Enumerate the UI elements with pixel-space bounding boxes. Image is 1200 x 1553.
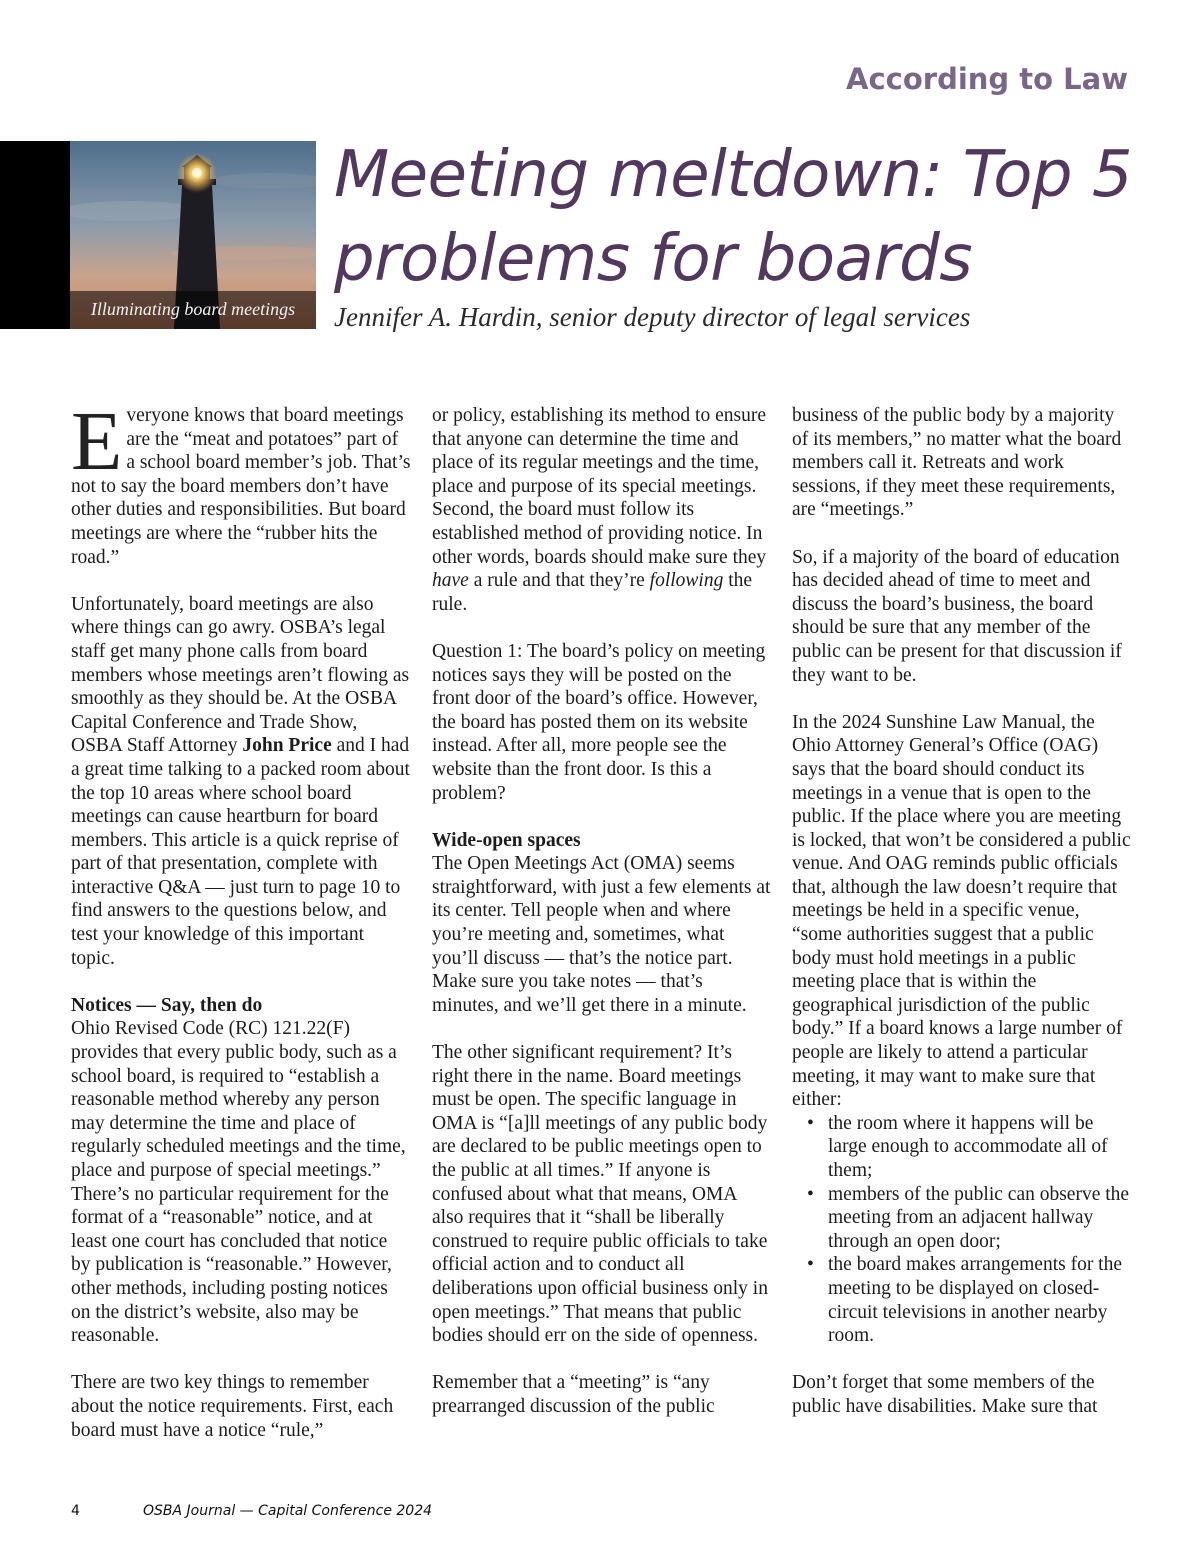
- page-footer: [71, 1503, 432, 1519]
- subheading: Wide-open spaces: [432, 829, 581, 851]
- attorney-name: John Price: [242, 735, 332, 757]
- paragraph: [432, 829, 772, 1018]
- paragraph: There are two key things to remember about the notice requirements. First, each board must have a notice “rule,”: [71, 1372, 394, 1441]
- text-span: The Open Meetings Act (OMA) seems straightforward, with just a few elements at its center. Tell people when and where you’re meeting and, sometimes, what you’ll discuss — that’s the notice part. Make sure you take notes — that’s minutes, and we’ll get there in a minute.: [432, 853, 771, 1016]
- emphasis: have: [432, 570, 469, 592]
- emphasis: following: [649, 570, 724, 592]
- paragraph: Remember that a “meeting” is “any prearranged discussion of the public: [432, 1372, 715, 1417]
- paragraph: Don’t forget that some members of the public have disabilities. Make sure that: [792, 1372, 1098, 1417]
- paragraph: [71, 994, 411, 1348]
- text-span: or policy, establishing its method to ensure that anyone can determine the time and place of its regular meetings and the time, place and purpose of its special meetings. Second, the board must follow its established method of providing notice. In other words, boards should make sure they: [432, 405, 767, 568]
- lead-paragraph: [71, 395, 411, 569]
- subheading: Notices — Say, then do: [71, 994, 263, 1016]
- hero-image: [70, 141, 316, 329]
- text-span: Ohio Revised Code (RC) 121.22(F) provides that every public body, such as a school board, is required to “establish a reasonable method whereby any person may determine the time and place of regularly scheduled meetings and the time, place and purpose of special meetings.” There’s no particular requirement for the format of a “reasonable” notice, and at least one court has concluded that notice by publication is “reasonable.” However, other methods, including posting notices on the district’s website, also may be reasonable.: [71, 1018, 406, 1347]
- list-item: • members of the public can observe the meeting from an adjacent hallway through an open door;: [828, 1183, 1132, 1254]
- image-caption: Illuminating board meetings: [70, 291, 316, 329]
- publication-name: OSBA Journal — Capital Conference 2024: [143, 1503, 433, 1519]
- paragraph: business of the public body by a majority of its members,” no matter what the board members call it. Retreats and work sessions, if they meet these requirements, are “meetings.”: [792, 405, 1122, 521]
- lead-text: veryone knows that board meetings are the “meat and potatoes” part of a school board member’s job. That’s not to say the board members don’t have other duties and responsibilities. But board meetings are where the “rubber hits the road.”: [71, 405, 411, 568]
- text-span: Unfortunately, board meetings are also where things can go awry. OSBA’s legal staff get many phone calls from board members whose meetings aren’t flowing as smoothly as they should be. At the OSBA Capital Conference and Trade Show, OSBA Staff Attorney: [71, 593, 410, 757]
- article-byline: Jennifer A. Hardin, senior deputy director of legal services: [334, 302, 971, 332]
- question-paragraph: Question 1: The board’s policy on meeting notices says they will be posted on the front door of the board’s office. However, the board has posted them on its website instead. After all, more people see the website than the front door. Is this a problem?: [432, 640, 766, 804]
- paragraph: [432, 404, 772, 616]
- article-column-1: [71, 395, 411, 1442]
- paragraph: [71, 593, 411, 971]
- page-number: 4: [71, 1503, 80, 1519]
- bullet-list: [792, 1112, 1132, 1348]
- article-column-2: [432, 404, 772, 1419]
- paragraph: In the 2024 Sunshine Law Manual, the Ohio Attorney General’s Office (OAG) says that the board should conduct its meetings in a venue that is open to the public. If the place where you are meeting is locked, that won’t be considered a public venue. And OAG reminds public officials that, although the law doesn’t require that meetings be held in a specific venue, “some authorities suggest that a public body must hold meetings in a public meeting place that is within the geographical jurisdiction of the public body.” If a board knows a large number of people are likely to attend a particular meeting, it may want to make sure that either:: [792, 711, 1131, 1111]
- drop-cap: E: [71, 395, 123, 488]
- text-span: and I had a great time talking to a packed room about the top 10 areas where school board meetings can cause heartburn for board members. This article is a quick reprise of part of that presentation, complete with interactive Q&A — just turn to page 10 to find answers to the questions below, and test your knowledge of this important topic.: [71, 735, 410, 969]
- text-span: the rule.: [432, 570, 753, 615]
- article-column-3: [792, 404, 1132, 1419]
- text-span: a rule and that they’re: [468, 570, 650, 592]
- article-headline: Meeting meltdown: Top 5 problems for boards: [334, 138, 1133, 296]
- section-label: According to Law: [846, 62, 1128, 96]
- list-item: • the room where it happens will be large enough to accommodate all of them;: [828, 1112, 1132, 1183]
- list-item: • the board makes arrangements for the meeting to be displayed on closed-circuit televisions in another nearby room.: [828, 1253, 1132, 1347]
- paragraph: The other significant requirement? It’s right there in the name. Board meetings must be open. The specific language in OMA is “[a]ll meetings of any public body are declared to be public meetings open to the public at all times.” If anyone is confused about what that means, OMA also requires that it “shall be liberally construed to require public officials to take official action and to conduct all deliberations upon official business only in open meetings.” That means that public bodies should err on the side of openness.: [432, 1042, 768, 1347]
- paragraph: So, if a majority of the board of education has decided ahead of time to meet and discuss the board’s business, the board should be sure that any member of the public can be present for that discussion if they want to be.: [792, 546, 1122, 686]
- hero-black-band: [0, 141, 70, 329]
